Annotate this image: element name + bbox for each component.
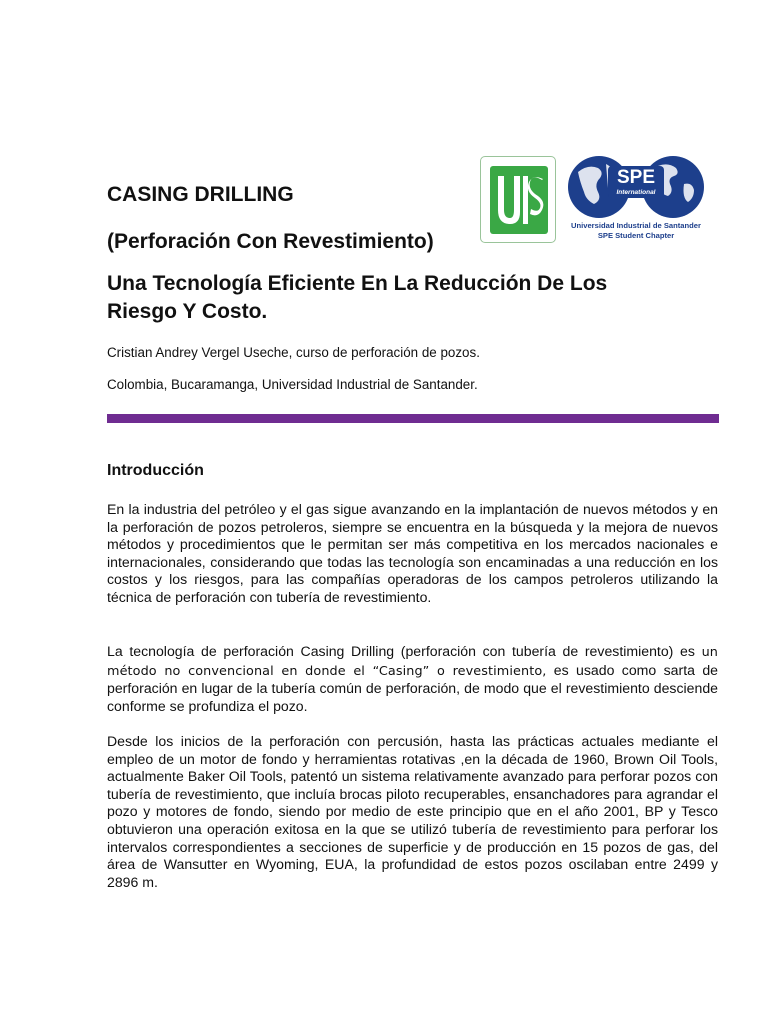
document-title: CASING DRILLING bbox=[107, 183, 294, 206]
paragraph-2-part-b: un método no convencional en donde el “Casing” o revestimiento, bbox=[107, 645, 718, 679]
uis-logo-icon bbox=[490, 166, 548, 234]
spe-university-label: Universidad Industrial de Santander bbox=[571, 221, 701, 230]
document-tagline: Una Tecnología Eficiente En La Reducción De Los Riesgo Y Costo. bbox=[107, 272, 608, 323]
document-subtitle: (Perforación Con Revestimiento) bbox=[107, 230, 434, 253]
spe-mark-sub: International bbox=[616, 189, 656, 196]
spe-logo bbox=[566, 154, 706, 244]
location-line: Colombia, Bucaramanga, Universidad Industrial de Santander. bbox=[107, 377, 478, 392]
author-line: Cristian Andrey Vergel Useche, curso de perforación de pozos. bbox=[107, 345, 480, 360]
section-heading: Introducción bbox=[107, 462, 204, 479]
uis-logo bbox=[480, 156, 556, 243]
paragraph-2-part-c: es usado como sarta de perforación en lugar de la tubería común de perforación, de modo que el revestimiento desciende conforme se profundiza el pozo. bbox=[107, 661, 718, 714]
paragraph-3: Desde los inicios de la perforación con percusión, hasta las prácticas actuales mediante el empleo de un motor de fondo y herramientas rotativas ,en la década de 1960, Brown Oil Tools, actualmente Baker Oil Tools, patentó un sistema relativamente avanzado para perforar pozos con tubería de revestimiento, que incluía brocas piloto recuperables, ensanchadores para agrandar el pozo y motores de fondo, siendo por medio de este principio que en el año 2001, BP y Tesco obtuvieron una operación exitosa en la que se utilizó tubería de revestimiento para perforar los intervalos correspondientes a secciones de superficie y de producción en 15 pozos de gas, del área de Wansutter en Wyoming, EUA, la profundidad de estos pozos oscilaban entre 2499 y 2896 m. bbox=[107, 733, 718, 890]
spe-mark: SPE bbox=[616, 167, 656, 188]
paragraph-2-part-a: La tecnología de perforación Casing Drilling (perforación con tubería de revestimiento) es bbox=[107, 643, 702, 659]
section-divider bbox=[107, 414, 719, 423]
paragraph-1: En la industria del petróleo y el gas sigue avanzando en la implantación de nuevos métodos y en la perforación de pozos petroleros, siempre se encuentra en la búsqueda y la mejora de nuevos métodos y procedimientos que le permitan ser más competitiva en los mercados nacionales e internacionales, considerando que todas las tecnología son encaminadas a una reducción en los costos y los riesgos, para las compañías operadoras de los campos petroleros utilizando la técnica de perforación con tubería de revestimiento. bbox=[107, 501, 718, 605]
spe-chapter-label: SPE Student Chapter bbox=[597, 231, 675, 240]
paragraph-2 bbox=[107, 643, 718, 715]
